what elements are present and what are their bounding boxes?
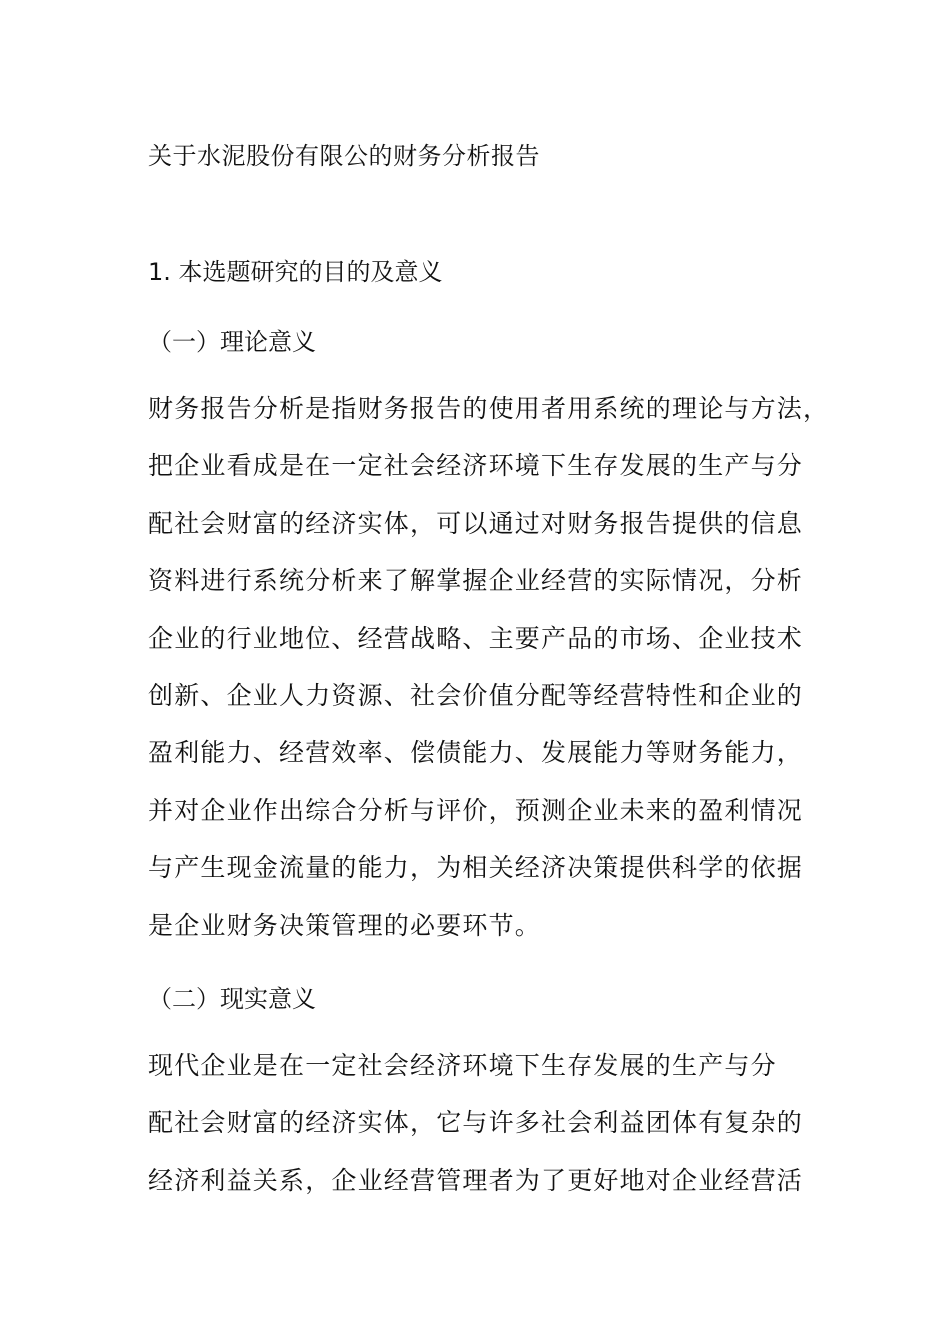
paragraph-line: 把企业看成是在一定社会经济环境下生存发展的生产与分	[148, 451, 804, 481]
paragraph-line: 财务报告分析是指财务报告的使用者用系统的理论与方法，	[148, 394, 830, 423]
paragraph-practical	[148, 1037, 838, 1209]
paragraph-theory	[148, 380, 838, 954]
paragraph-line: 现代企业是在一定社会经济环境下生存发展的生产与分	[148, 1051, 777, 1080]
paragraph-line: 企业的行业地位、经营战略、主要产品的市场、企业技术	[148, 623, 804, 653]
subsection-heading-practical: （二）现实意义	[148, 985, 316, 1013]
subsection-heading-theory: （一）理论意义	[148, 328, 316, 356]
section-heading-purpose: 1. 本选题研究的目的及意义	[148, 258, 443, 286]
paragraph-line: 盈利能力、经营效率、偿债能力、发展能力等财务能力，	[148, 738, 804, 768]
paragraph-line: 并对企业作出综合分析与评价，预测企业未来的盈利情况	[148, 795, 804, 825]
paragraph-line: 经济利益关系，企业经营管理者为了更好地对企业经营活	[148, 1165, 804, 1195]
paragraph-line: 资料进行系统分析来了解掌握企业经营的实际情况，分析	[148, 566, 804, 596]
paragraph-line: 配社会财富的经济实体，它与许多社会利益团体有复杂的	[148, 1108, 804, 1138]
paragraph-line: 是企业财务决策管理的必要环节。	[148, 910, 542, 940]
paragraph-line: 与产生现金流量的能力，为相关经济决策提供科学的依据	[148, 853, 804, 883]
paragraph-line: 配社会财富的经济实体，可以通过对财务报告提供的信息	[148, 508, 804, 538]
document-title: 关于水泥股份有限公的财务分析报告	[148, 142, 540, 170]
paragraph-line: 创新、企业人力资源、社会价值分配等经营特性和企业的	[148, 681, 804, 711]
